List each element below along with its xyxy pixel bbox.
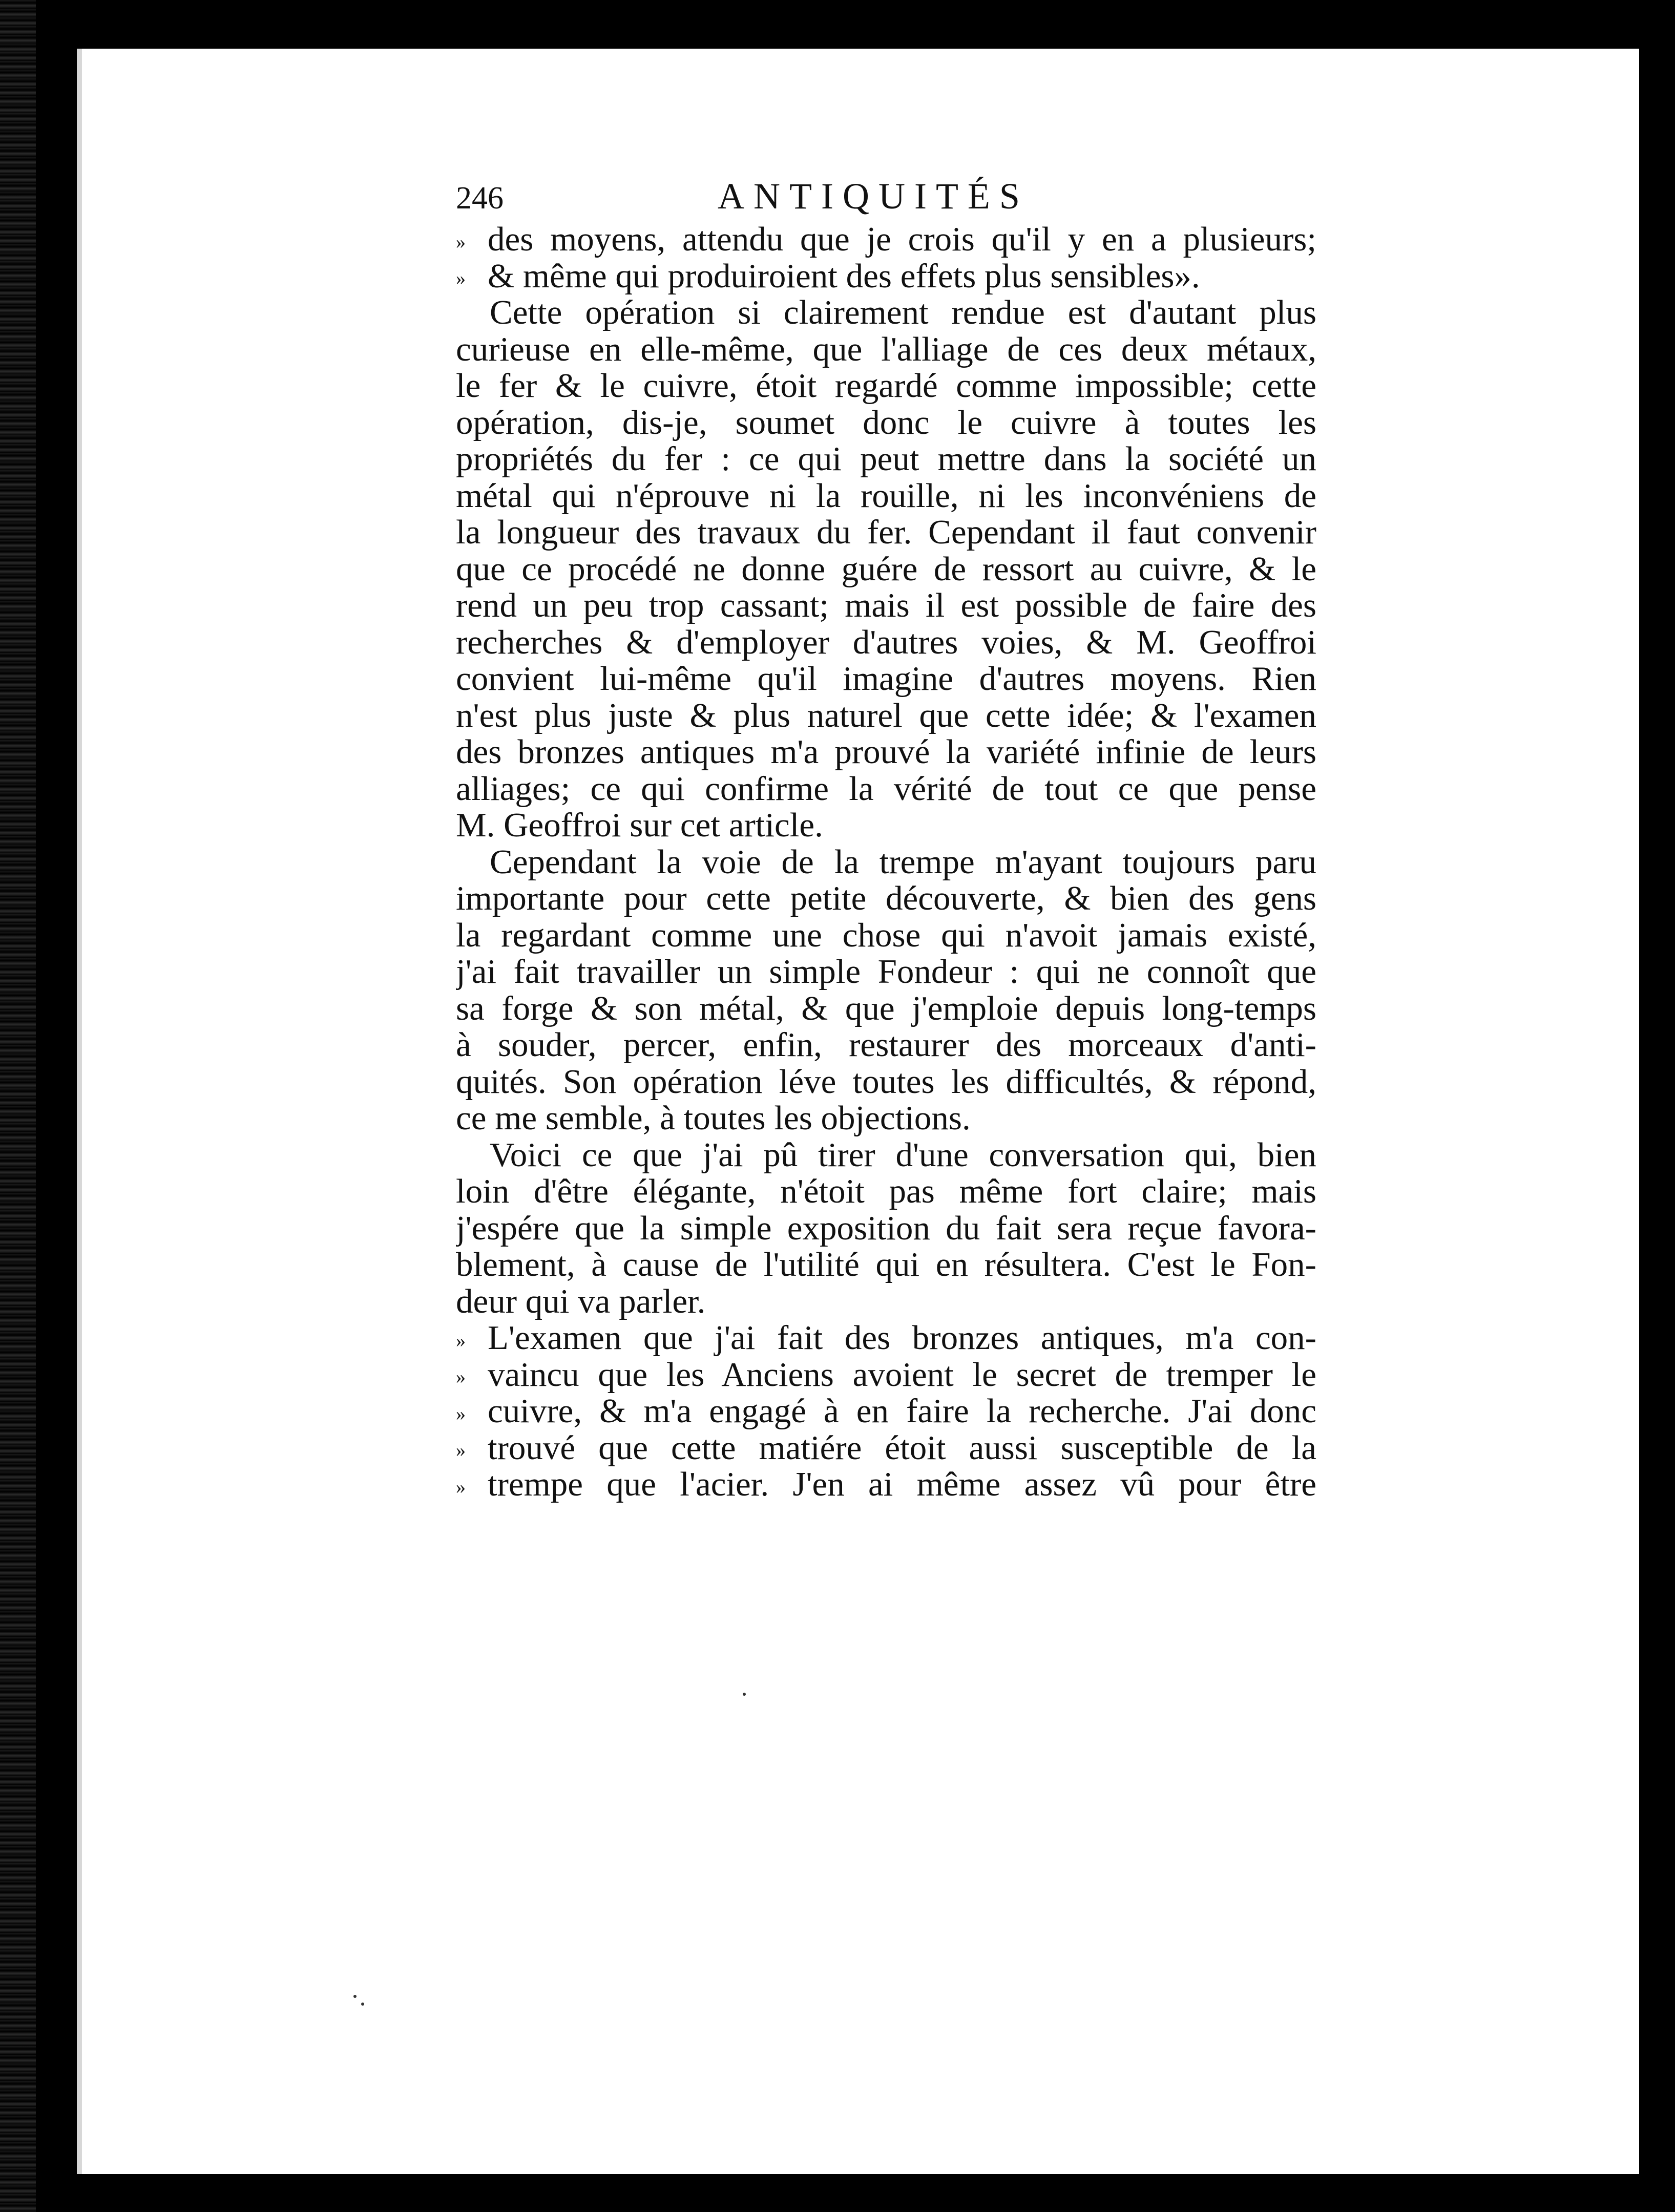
text-line (456, 551, 1316, 588)
text-line (456, 1064, 1316, 1101)
paragraph (456, 294, 1316, 844)
line-text: & même qui produiroient des effets plus sensibles». (488, 258, 1200, 294)
line-text: des bronzes antiques m'a prouvé la variété infinie de leurs (456, 734, 1316, 771)
line-text: n'est plus juste & plus naturel que cette idée; & l'examen (456, 697, 1316, 734)
text-line (456, 880, 1316, 917)
line-text: la regardant comme une chose qui n'avoit jamais existé, (456, 917, 1316, 954)
line-text: vaincu que les Anciens avoient le secret de tremper le (488, 1356, 1316, 1393)
line-text: cuivre, & m'a engagé à en faire la recherche. J'ai donc (488, 1393, 1316, 1430)
line-text: deur qui va parler. (456, 1283, 706, 1320)
paper-speck (353, 1995, 357, 1998)
body-text (456, 221, 1316, 1503)
quotation-mark: » (456, 1330, 466, 1352)
paper-speck (743, 1693, 746, 1696)
line-text: ce me semble, à toutes les objections. (456, 1100, 971, 1137)
text-line (456, 368, 1316, 405)
line-text: j'ai fait travailler un simple Fondeur : qui ne connoît que (456, 954, 1316, 991)
line-text: Cette opération si clairement rendue est d'autant plus (490, 294, 1316, 331)
line-text: des moyens, attendu que je crois qu'il y en a plusieurs; (488, 221, 1316, 258)
text-line (456, 331, 1316, 368)
page-header (456, 178, 1316, 219)
text-line (456, 405, 1316, 441)
paragraph (456, 221, 1316, 294)
text-line (456, 661, 1316, 698)
text-line (456, 807, 1316, 844)
scan-border-left (0, 0, 36, 2212)
line-text: le fer & le cuivre, étoit regardé comme impossible; cette (456, 368, 1316, 405)
text-line (456, 587, 1316, 624)
text-line (456, 991, 1316, 1027)
quotation-mark: » (456, 1403, 466, 1425)
line-text: que ce procédé ne donne guére de ressort au cuivre, & le (456, 551, 1316, 587)
text-line (456, 1100, 1316, 1137)
text-line (456, 698, 1316, 734)
line-text: quités. Son opération léve toutes les difficultés, & répond, (456, 1063, 1316, 1100)
line-text: recherches & d'employer d'autres voies, & M. Geoffroi (456, 624, 1316, 661)
text-line (456, 258, 1316, 295)
text-line (456, 917, 1316, 954)
line-text: blement, à cause de l'utilité qui en résultera. C'est le Fon- (456, 1247, 1316, 1283)
quotation-mark: » (456, 231, 466, 253)
text-line (456, 1210, 1316, 1247)
text-line (456, 441, 1316, 478)
text-line (456, 624, 1316, 661)
line-text: importante pour cette petite découverte, & bien des gens (456, 880, 1316, 917)
text-line (456, 1320, 1316, 1357)
paragraph (456, 1137, 1316, 1320)
text-line (456, 294, 1316, 331)
line-text: à souder, percer, enfin, restaurer des morceaux d'anti- (456, 1027, 1316, 1064)
quotation-mark: » (456, 268, 466, 290)
text-line (456, 1173, 1316, 1210)
line-text: sa forge & son métal, & que j'emploie depuis long-temps (456, 990, 1316, 1027)
text-line (456, 1430, 1316, 1467)
line-text: curieuse en elle-même, que l'alliage de ces deux métaux, (456, 331, 1316, 368)
paper-speck (361, 2003, 364, 2006)
paragraph (456, 1320, 1316, 1503)
text-line (456, 221, 1316, 258)
text-line (456, 1357, 1316, 1394)
text-line (456, 514, 1316, 551)
text-line (456, 1283, 1316, 1320)
line-text: Cependant la voie de la trempe m'ayant toujours paru (490, 844, 1316, 880)
text-line (456, 478, 1316, 515)
text-line (456, 771, 1316, 808)
quotation-mark: » (456, 1440, 466, 1462)
line-text: trempe que l'acier. J'en ai même assez vû pour être (488, 1466, 1316, 1503)
text-line (456, 1027, 1316, 1064)
line-text: rend un peu trop cassant; mais il est possible de faire des (456, 587, 1316, 624)
quotation-mark: » (456, 1366, 466, 1388)
paragraph (456, 844, 1316, 1137)
text-line (456, 1137, 1316, 1174)
line-text: loin d'être élégante, n'étoit pas même fort claire; mais (456, 1173, 1316, 1210)
line-text: L'examen que j'ai fait des bronzes antiques, m'a con- (488, 1320, 1316, 1357)
line-text: trouvé que cette matiére étoit aussi susceptible de la (488, 1429, 1316, 1466)
line-text: Voici ce que j'ai pû tirer d'une conversation qui, bien (490, 1136, 1316, 1173)
text-line (456, 844, 1316, 881)
page-number: 246 (456, 181, 504, 216)
line-text: la longueur des travaux du fer. Cependant il faut convenir (456, 514, 1316, 551)
text-line (456, 1247, 1316, 1283)
line-text: opération, dis-je, soumet donc le cuivre à toutes les (456, 404, 1316, 441)
line-text: métal qui n'éprouve ni la rouille, ni les inconvéniens de (456, 477, 1316, 514)
text-line (456, 954, 1316, 991)
line-text: alliages; ce qui confirme la vérité de tout ce que pense (456, 770, 1316, 807)
line-text: M. Geoffroi sur cet article. (456, 807, 823, 844)
text-line (456, 734, 1316, 771)
quotation-mark: » (456, 1476, 466, 1498)
line-text: convient lui-même qu'il imagine d'autres moyens. Rien (456, 661, 1316, 698)
text-line (456, 1466, 1316, 1503)
line-text: j'espére que la simple exposition du fait sera reçue favora- (456, 1210, 1316, 1247)
line-text: propriétés du fer : ce qui peut mettre dans la société un (456, 441, 1316, 478)
text-line (456, 1393, 1316, 1430)
running-title: ANTIQUITÉS (718, 176, 1029, 217)
page-text (456, 178, 1316, 1503)
